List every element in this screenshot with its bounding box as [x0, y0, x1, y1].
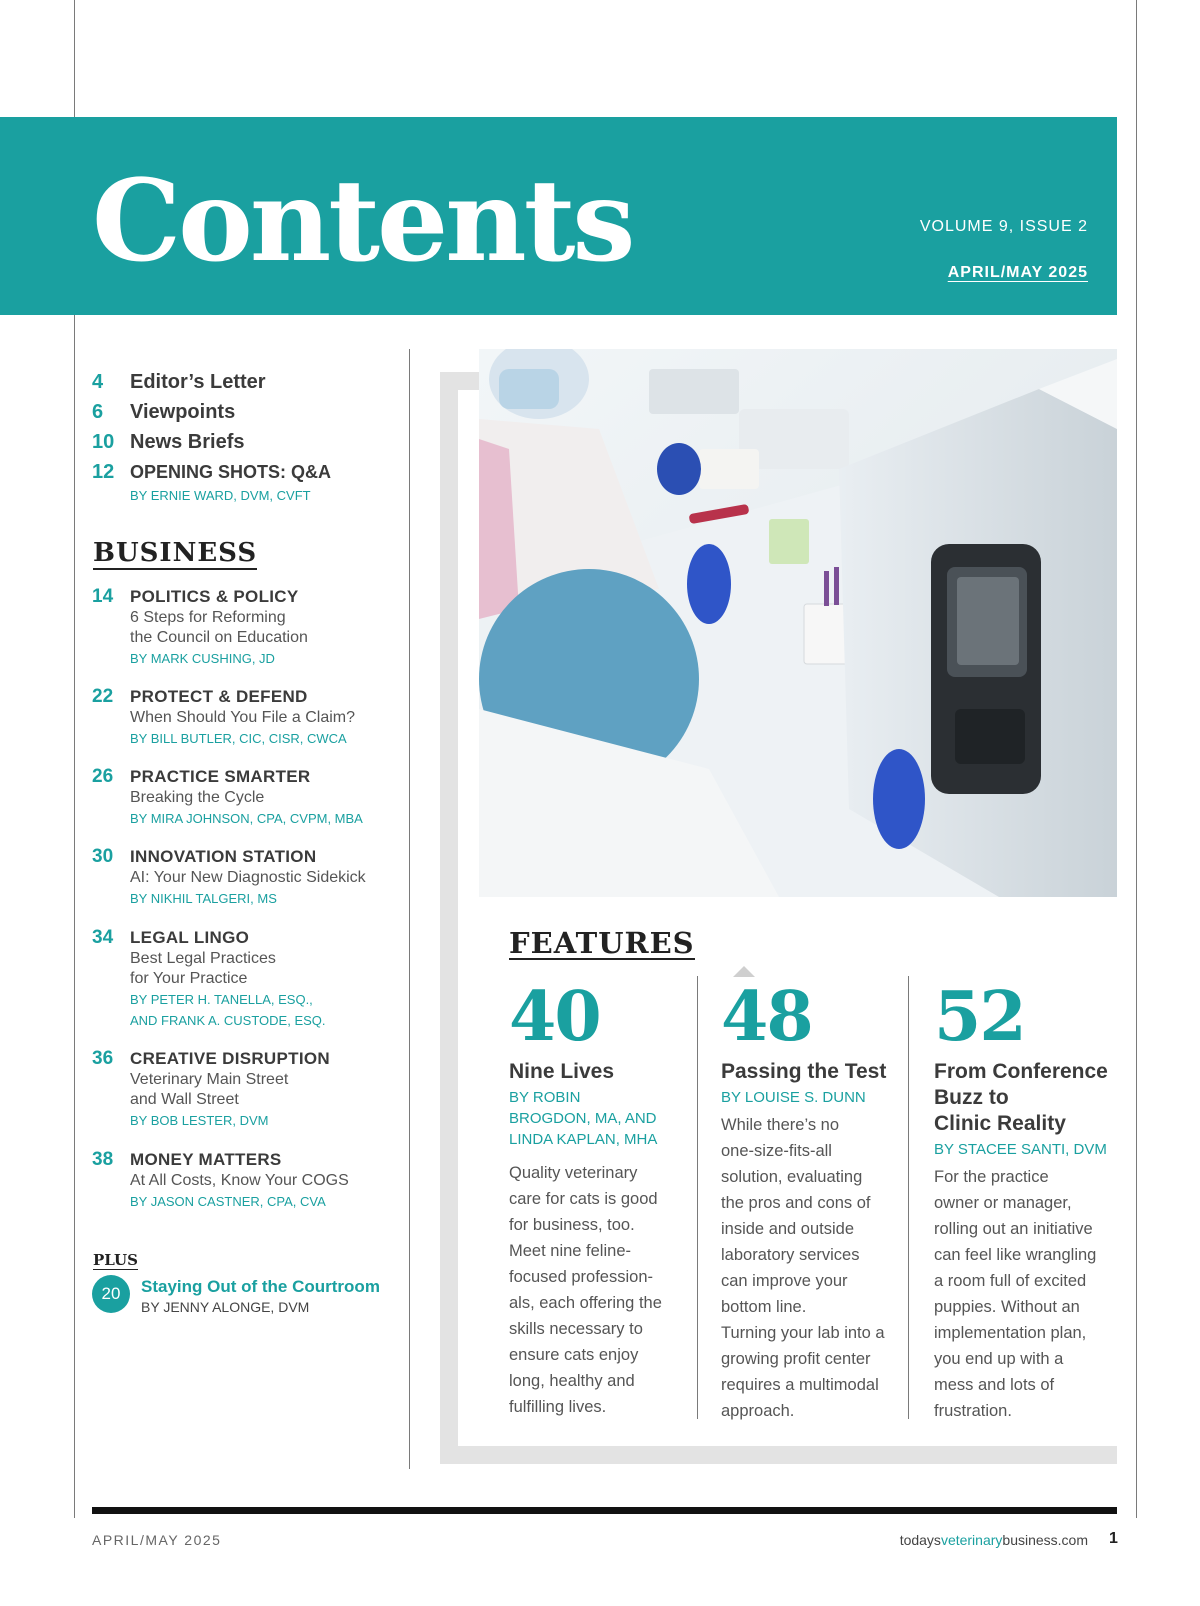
- page-number: 26: [92, 766, 114, 787]
- category-label: PRACTICE SMARTER: [130, 767, 311, 786]
- category-label: PROTECT & DEFEND: [130, 687, 308, 706]
- feature-summary: Quality veterinary care for cats is good for business, too. Meet nine feline- focused profession- als, each offering the skills necessary to ensure cats enjoy long, healthy and fulfilling lives.: [509, 1164, 662, 1416]
- byline: BY BILL BUTLER, CIC, CISR, CWCA: [130, 731, 347, 746]
- article-title: Best Legal Practices for Your Practice: [130, 950, 276, 987]
- article-title: 6 Steps for Reforming the Council on Education: [130, 609, 308, 646]
- toc-item[interactable]: [92, 431, 331, 461]
- page-number: 14: [92, 586, 114, 607]
- lab-photo: [479, 349, 1117, 897]
- page-number-badge: 20: [92, 1275, 130, 1313]
- byline: BY LOUISE S. DUNN: [721, 1089, 866, 1106]
- toc-departments: [92, 371, 331, 503]
- page-number: 22: [92, 686, 114, 707]
- feature-summary: For the practice owner or manager, rolling out an initiative can feel like wrangling a room full of excited puppies. Without an implementation plan, you end up with a mess and lots of frustration.: [934, 1168, 1097, 1420]
- byline: BY MIRA JOHNSON, CPA, CVPM, MBA: [130, 811, 363, 826]
- toc-item[interactable]: [92, 371, 331, 401]
- page-title: Contents: [92, 156, 633, 287]
- category-label: LEGAL LINGO: [130, 928, 250, 947]
- footer-website[interactable]: [900, 1532, 1088, 1548]
- decorative-frame: [440, 372, 458, 1464]
- byline: BY JASON CASTNER, CPA, CVA: [130, 1194, 326, 1209]
- feature-title: From Conference Buzz to Clinic Reality: [934, 1060, 1108, 1135]
- feature-item[interactable]: [509, 977, 699, 1420]
- site-part: todays: [899, 1532, 941, 1548]
- article-title: At All Costs, Know Your COGS: [130, 1172, 349, 1189]
- page-number: 36: [92, 1048, 114, 1069]
- plus-heading: PLUS: [93, 1251, 138, 1269]
- page-number: 6: [92, 401, 104, 423]
- byline: BY STACEE SANTI, DVM: [934, 1141, 1107, 1158]
- byline: BY PETER H. TANELLA, ESQ., AND FRANK A. CUSTODE, ESQ.: [130, 992, 326, 1028]
- page-number: 34: [92, 927, 114, 948]
- toc-item[interactable]: [92, 401, 331, 431]
- page-number: 1: [1109, 1530, 1118, 1547]
- column-divider: [409, 349, 410, 1469]
- byline: BY NIKHIL TALGERI, MS: [130, 891, 277, 906]
- category-label: POLITICS & POLICY: [130, 587, 299, 606]
- business-item[interactable]: [92, 1149, 402, 1212]
- category-label: INNOVATION STATION: [130, 847, 317, 866]
- decorative-frame: [440, 372, 480, 390]
- business-item[interactable]: [92, 586, 402, 669]
- feature-item[interactable]: [934, 977, 1124, 1424]
- business-item[interactable]: [92, 846, 402, 909]
- caret-up-icon: [733, 966, 755, 977]
- article-title: Breaking the Cycle: [130, 789, 265, 806]
- category-label: MONEY MATTERS: [130, 1150, 282, 1169]
- toc-title: Viewpoints: [130, 401, 236, 423]
- page-number: 30: [92, 846, 114, 867]
- byline: BY JENNY ALONGE, DVM: [141, 1299, 310, 1315]
- feature-summary: While there’s no one-size-fits-all solution, evaluating the pros and cons of inside and outside laboratory services can improve your bottom line. Turning your lab into a growing profit center requires a multimodal approach.: [721, 1116, 885, 1420]
- issue-date: APRIL/MAY 2025: [947, 264, 1088, 281]
- feature-title: Nine Lives: [509, 1060, 615, 1083]
- page-number: 10: [92, 431, 115, 453]
- byline: BY MARK CUSHING, JD: [130, 651, 275, 666]
- business-item[interactable]: [92, 686, 402, 749]
- business-item[interactable]: [92, 1048, 402, 1131]
- plus-article-link[interactable]: Staying Out of the Courtroom: [141, 1277, 380, 1296]
- business-heading: BUSINESS: [93, 540, 257, 570]
- article-title: Veterinary Main Street and Wall Street: [130, 1071, 289, 1108]
- toc-item[interactable]: [92, 461, 331, 491]
- features-heading: FEATURES: [509, 926, 695, 960]
- footer-rule: [92, 1507, 1117, 1514]
- site-part: business.com: [1002, 1532, 1088, 1548]
- byline: BY ROBIN BROGDON, MA, AND LINDA KAPLAN, MHA: [509, 1089, 658, 1148]
- toc-title: Editor’s Letter: [130, 371, 266, 393]
- byline: BY ERNIE WARD, DVM, CVFT: [130, 488, 311, 503]
- business-item[interactable]: [92, 927, 402, 1031]
- page-number: 40: [509, 977, 600, 1057]
- volume-issue: VOLUME 9, ISSUE 2: [919, 218, 1088, 235]
- toc-title: OPENING SHOTS: Q&A: [130, 462, 332, 482]
- feature-item[interactable]: [721, 977, 911, 1424]
- feature-title: Passing the Test: [721, 1060, 887, 1083]
- page-number: 52: [934, 977, 1025, 1057]
- footer-date: APRIL/MAY 2025: [92, 1532, 222, 1548]
- page-number: 48: [721, 977, 812, 1057]
- right-margin-rule: [1136, 0, 1137, 1518]
- byline: BY BOB LESTER, DVM: [130, 1113, 269, 1128]
- category-label: CREATIVE DISRUPTION: [130, 1049, 330, 1068]
- toc-title: News Briefs: [130, 431, 245, 453]
- article-title: When Should You File a Claim?: [130, 709, 356, 726]
- article-title: AI: Your New Diagnostic Sidekick: [130, 869, 366, 886]
- business-item[interactable]: [92, 766, 402, 829]
- site-part: veterinary: [940, 1532, 1003, 1548]
- decorative-frame: [440, 1446, 1117, 1464]
- page-number: 12: [92, 461, 115, 483]
- page-number: 38: [92, 1149, 114, 1170]
- page-number: 4: [92, 371, 104, 393]
